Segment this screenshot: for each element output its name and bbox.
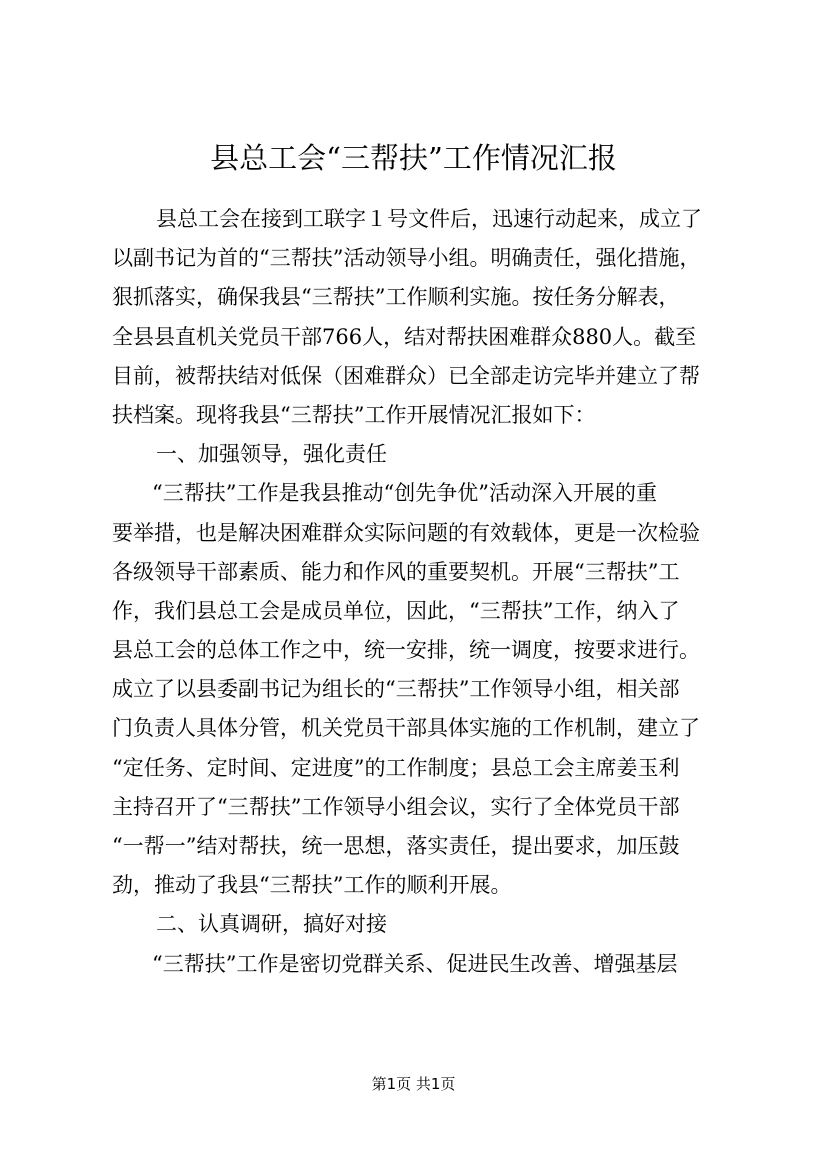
document-title: 县总工会“三帮扶”工作情况汇报 bbox=[210, 141, 617, 175]
paragraph-line: 各级领导干部素质、能力和作风的重要契机。开展“三帮扶”工 bbox=[112, 559, 680, 584]
section-heading: 二、认真调研，搞好对接 bbox=[156, 912, 387, 937]
paragraph-line: 要举措，也是解决困难群众实际问题的有效载体，更是一次检验 bbox=[112, 520, 700, 545]
paragraph-line: “一帮一”结对帮扶，统一思想，落实责任，提出要求，加压鼓 bbox=[112, 834, 680, 858]
paragraph-line: “三帮扶”工作是我县推动“创先争优”活动深入开展的重 bbox=[152, 481, 657, 506]
paragraph-line: 成立了以县委副书记为组长的“三帮扶”工作领导小组，相关部 bbox=[112, 677, 680, 702]
paragraph-line: 扶档案。现将我县“三帮扶”工作开展情况汇报如下： bbox=[112, 402, 596, 427]
paragraph-line: 以副书记为首的“三帮扶”活动领导小组。明确责任，强化措施， bbox=[112, 246, 701, 271]
page-indicator: 第1页 共1页 bbox=[371, 1075, 456, 1093]
paragraph-line: 作，我们县总工会是成员单位，因此，“三帮扶”工作，纳入了 bbox=[112, 598, 680, 623]
paragraph-line: 目前，被帮扶结对低保（困难群众）已全部走访完毕并建立了帮 bbox=[112, 363, 700, 388]
paragraph-line: “定任务、定时间、定进度”的工作制度；县总工会主席姜玉利 bbox=[112, 755, 680, 780]
paragraph-line: 主持召开了“三帮扶”工作领导小组会议，实行了全体党员干部 bbox=[112, 794, 680, 819]
paragraph-line: “三帮扶”工作是密切党群关系、促进民生改善、增强基层 bbox=[152, 951, 678, 976]
document-body bbox=[112, 200, 752, 984]
paragraph-line: 劲，推动了我县“三帮扶”工作的顺利开展。 bbox=[112, 873, 512, 898]
paragraph-line: 门负责人具体分管，机关党员干部具体实施的工作机制，建立了 bbox=[112, 716, 700, 741]
paragraph-line: 狠抓落实，确保我县“三帮扶”工作顺利实施。按任务分解表， bbox=[112, 285, 680, 310]
paragraph-line: 县总工会在接到工联字１号文件后，迅速行动起来，成立了 bbox=[156, 207, 702, 231]
paragraph-line: 县总工会的总体工作之中，统一安排，统一调度，按要求进行。 bbox=[112, 638, 700, 663]
paragraph-line: 全县县直机关党员干部766人，结对帮扶困难群众880人。截至 bbox=[112, 324, 697, 349]
section-heading: 一、加强领导，强化责任 bbox=[156, 442, 387, 467]
